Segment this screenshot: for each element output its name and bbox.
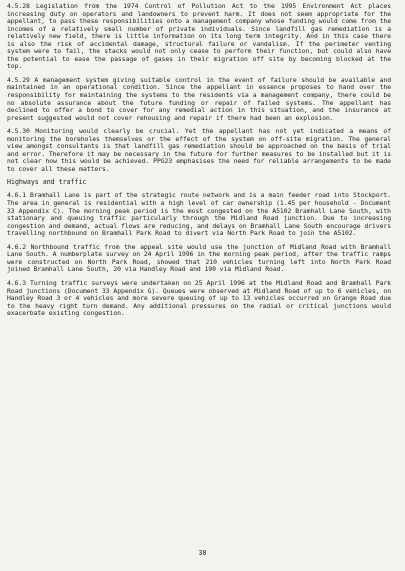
paragraph-4-6-1: 4.6.1 Bramhall Lane is part of the strategic route network and is a main feeder road into Stockport. The area in general is residential with a high level of car ownership (1.45 per household - Document 33 Appendix C). The morning peak period is the most congested on the A5102 Bramhall Lane South, with stationary and queuing traffic particularly through the Midland Road junction. Due to increasing congestion and demand, actual flows are reducing, and delays on Bramhall Lane South encourage drivers travelling northbound on Bramhall Park Road to divert via North Park Road to join the A5102. (7, 191, 391, 238)
section-heading: Highways and traffic (7, 178, 87, 187)
paragraph-4-5-29: 4.5.29 A management system giving suitable control in the event of failure should be available and maintained in an operational condition. Since the appellant in essence proposes to hand over the responsibility for maintaining the systems to the residents via a management company, there could be no absolute assurance about the future funding or repair of failed systems. The appellant has declined to offer a bond to cover for any remedial action in this situation, and the insurance at present suggested would not cover rehousing and repair if there had been an explosion. (7, 75, 391, 122)
paragraph-4-6-2: 4.6.2 Northbound traffic from the appeal site would use the junction of Midland Road with Bramhall Lane South. A numberplate survey on 24 April 1996 in the morning peak period, after the traffic ramps were constructed on North Park Road, showed that 210 vehicles turning left into North Park Road joined Bramhall Lane South, 20 via Handley Road and 190 via Midland Road. (7, 242, 391, 274)
paragraph-4-6-3: 4.6.3 Turning traffic surveys were undertaken on 25 April 1996 at the Midland Road and Bramhall Park Road junctions (Document 33 Appendix G). Queues were observed at Midland Road of up to 6 vehicles, on Handley Road 3 or 4 vehicles and more severe queuing of up to 13 vehicles occurred on Grange Road due to the heavy right turn demand. Any additional pressures on the radial or critical junctions would exacerbate existing congestion. (7, 278, 391, 318)
paragraph-4-5-30: 4.5.30 Monitoring would clearly be crucial. Yet the appellant has not yet indicated a means of monitoring the boreholes themselves or the effect of the system on off-site migration. The general view amongst consultants is that landfill gas remediation should be approached on the basis of trial and error. Therefore it may be necessary in the future for further measures to be installed but it is not clear how this would be achieved. PPG23 emphasises the need for reliable arrangements to be made to cover all these matters. (7, 127, 391, 173)
paragraph-4-5-28: 4.5.28 Legislation from the 1974 Control of Pollution Act to the 1995 Environment Act places increasing duty on operators and landowners to prevent harm. It does not seem appropriate for the appellant, to pass these responsibilities onto a management company whose funding would come from the incomes of a relatively small number of private individuals. Since landfill gas remediation is a relatively new field, there is little information on its long term integrity. And in this case there is also the risk of accidental damage, structural failure or vandalism. If the perimeter venting system were to fail, the stacks would not only cease to perform their function, but could also have the potential to ease the passage of gases in their migration off site by becoming blocked at the top. (7, 2, 391, 71)
page-number: 38 (198, 549, 207, 557)
